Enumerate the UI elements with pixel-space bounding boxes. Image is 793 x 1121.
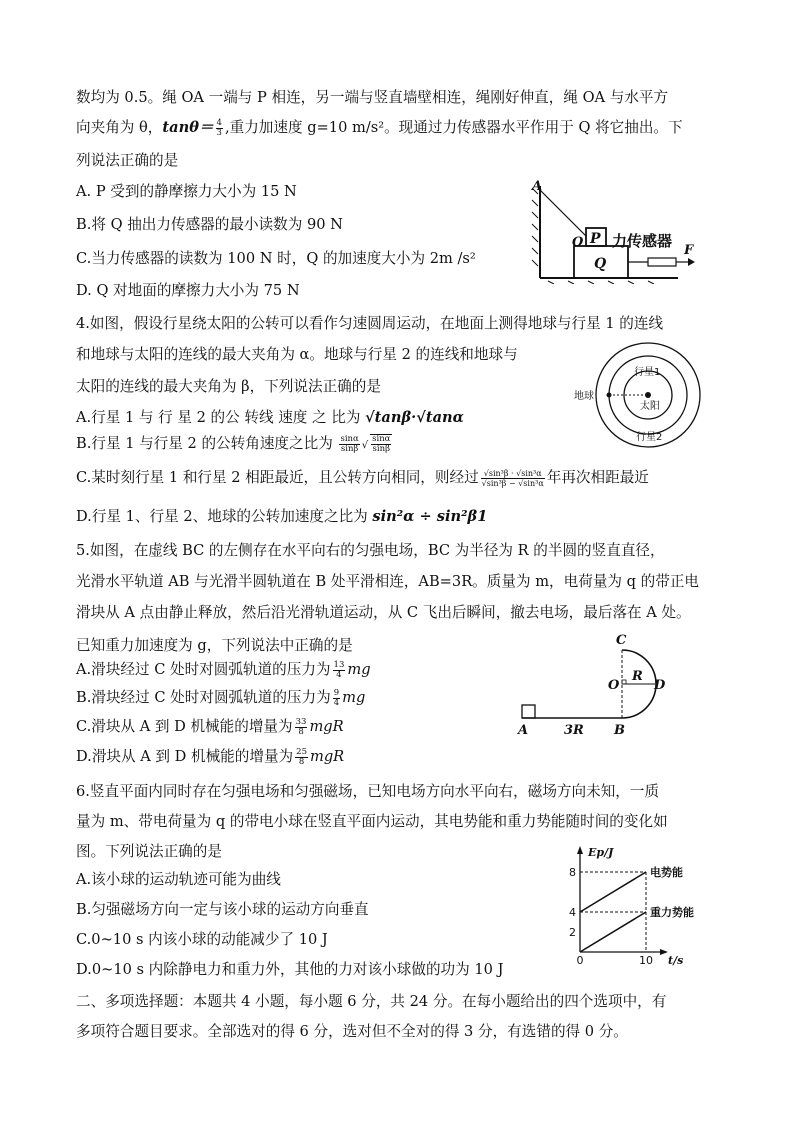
q4b-den: sinβ	[340, 443, 359, 454]
q3-line2-a: 向夹角为 θ，	[76, 119, 163, 136]
tan-label: tanθ＝	[162, 119, 214, 136]
fig-label-o: O	[572, 235, 584, 250]
q4-option-c-frac	[481, 469, 545, 488]
chart-layer	[569, 865, 694, 966]
y-axis-label: Ep/J	[588, 846, 614, 859]
planet1-label: 行星1	[634, 367, 661, 378]
slider-block	[522, 705, 535, 718]
series-label-0: 电势能	[650, 866, 683, 879]
series-label-1: 重力势能	[650, 906, 694, 919]
q5-option-a	[76, 660, 371, 680]
fig-label-p: P	[590, 231, 601, 247]
q4c-num: √sin³β · √sin³α	[481, 469, 545, 479]
q6-line1: 6.竖直平面内同时存在匀强电场和匀强磁场，已知电场方向水平向右，磁场方向未知，一质	[76, 783, 660, 800]
earth-label: 地球	[574, 391, 594, 402]
q3-option-d: D. Q 对地面的摩擦力大小为 75 N	[76, 282, 300, 299]
q5-option-b-text: B.滑块经过 C 处时对圆弧轨道的压力为	[76, 689, 331, 706]
x-tick-label-10: 10	[639, 954, 653, 966]
q3-option-a: A. P 受到的静摩擦力大小为 15 N	[76, 183, 297, 200]
q5b-tail: mg	[342, 689, 366, 706]
q4-option-a	[76, 408, 464, 428]
q4b-num: sinα	[340, 433, 359, 444]
q5c-den: 8	[298, 726, 304, 737]
q5-option-c	[76, 717, 344, 737]
q5-line3: 滑块从 A 点由静止释放，然后沿光滑轨道运动，从 C 飞出后瞬间，撤去电场，最后落在 A 处。	[76, 604, 691, 621]
sun-label: 太阳	[640, 401, 660, 412]
x-tick-label-0: 0	[576, 954, 584, 966]
q3-option-c: C.当力传感器的读数为 100 N 时，Q 的加速度大小为 2m /s²	[76, 250, 476, 267]
fig-label-o5: O	[608, 678, 620, 693]
force-arrow-icon	[688, 258, 695, 266]
q4-line1: 4.如图，假设行星绕太阳的公转可以看作匀速圆周运动，在地面上测得地球与行星 1 的连线	[76, 315, 664, 332]
x-axis-arrow-icon	[660, 949, 668, 955]
planet2-label: 行星2	[636, 432, 663, 443]
q3-line3: 列说法正确的是	[76, 152, 179, 169]
q5-line1: 5.如图，在虚线 BC 的左侧存在水平向右的匀强电场，BC 为半径为 R 的半圆的竖直直径，	[76, 542, 665, 559]
q5d-num: 25	[296, 746, 307, 757]
q6-option-c: C.0~10 s 内该小球的动能减少了 10 J	[76, 931, 328, 948]
q5d-tail: mgR	[309, 748, 345, 765]
tan-den: 3	[216, 127, 222, 138]
fig-label-q: Q	[594, 256, 607, 272]
q5-figure	[512, 628, 702, 740]
q5b-num: 9	[333, 687, 340, 698]
q4-orbit-figure	[572, 340, 702, 450]
q5-option-d-text: D.滑块从 A 到 D 机械能的增量为	[76, 748, 294, 765]
q3-figure	[528, 178, 698, 284]
q4b-rnum: sinα	[372, 434, 391, 444]
q5-option-d	[76, 747, 344, 767]
x-axis-label: t/s	[668, 954, 684, 966]
q4-option-b-text: B.行星 1 与行星 2 的公转角速度之比为	[76, 435, 333, 452]
q5-line2: 光滑水平轨道 AB 与光滑半圆轨道在 B 处平滑相连，AB=3R。质量为 m，电荷量为 q 的带正电	[76, 573, 700, 590]
q5-option-c-text: C.滑块从 A 到 D 机械能的增量为	[76, 718, 293, 735]
y-tick-label-8: 8	[569, 866, 576, 879]
fig-label-f: F	[684, 243, 694, 258]
y-tick-label-4: 4	[569, 906, 576, 919]
q5-option-b	[76, 688, 365, 708]
q4-option-b-root	[370, 434, 392, 454]
q5-line4: 已知重力加速度为 g，下列说法中正确的是	[76, 637, 353, 654]
q5a-num: 13	[333, 659, 345, 670]
tan-fraction	[216, 119, 223, 138]
q4-option-c-tail: 年再次相距最近	[546, 469, 649, 486]
tan-num: 4	[216, 117, 222, 128]
q5d-den: 8	[298, 756, 305, 767]
q4b-rden: sinβ	[372, 444, 391, 454]
q3-option-b: B.将 Q 抽出力传感器的最小读数为 90 N	[76, 216, 343, 233]
fig-label-d: D	[654, 678, 666, 693]
q5d-frac	[295, 748, 308, 767]
fig-label-b: B	[614, 723, 625, 738]
q5c-frac	[295, 718, 308, 737]
q6-line2: 量为 m、带电荷量为 q 的带电小球在竖直平面内运动，其电势能和重力势能随时间的变化如	[76, 813, 668, 830]
q3-line2-b: ,重力加速度 g=10 m/s²。现通过力传感器水平作用于 Q 将它抽出。下	[224, 119, 683, 136]
q5a-frac	[333, 661, 346, 680]
q4-option-b: B.行星 1 与行星 2 的公转角速度之比为 $\frac{\sin\alpha}{\sin\beta}$ √ $\frac{\sin\alpha}{\sin\beta}$	[76, 433, 391, 454]
q4-option-c-text: C.某时刻行星 1 和行星 2 相距最近，且公转方向相同，则经过	[76, 469, 479, 486]
q5b-den: 4	[333, 697, 340, 708]
q4-option-b-frac	[339, 435, 359, 454]
section2-line1: 二、多项选择题：本题共 4 小题，每小题 6 分，共 24 分。在每小题给出的四个选项中，有	[76, 993, 667, 1010]
q4c-den: √sin³β − √sin³α	[481, 478, 544, 488]
q4-option-d-expr: sin²α ÷ sin²β1	[372, 508, 488, 525]
y-tick-label-2: 2	[569, 926, 576, 939]
fig-label-3r: 3R	[564, 723, 584, 738]
q4-option-d-text: D.行星 1、行星 2、地球的公转加速度之比为	[76, 508, 368, 525]
fig-label-r: R	[632, 669, 643, 684]
q4-option-c	[76, 468, 649, 488]
q3-line2	[76, 118, 683, 138]
y-axis-arrow-icon	[577, 846, 583, 854]
q4-option-a-expr: √tanβ·√tanα	[365, 409, 464, 426]
q5c-num: 33	[295, 716, 307, 727]
fig-label-c: C	[616, 633, 627, 648]
sensor-label: 力传感器	[612, 232, 673, 250]
q4-option-a-text: A.行星 1 与 行 星 2 的公 转线 速度 之 比为	[76, 409, 361, 426]
q6-option-b: B.匀强磁场方向一定与该小球的运动方向垂直	[76, 901, 369, 918]
series-line-1	[580, 912, 646, 952]
q4-option-d	[76, 507, 487, 527]
q5-option-a-text: A.滑块经过 C 处时对圆弧轨道的压力为	[76, 661, 331, 678]
q4-line2: 和地球与太阳的连线的最大夹角为 α。地球与行星 2 的连线和地球与	[76, 346, 518, 363]
q6-option-d: D.0~10 s 内除静电力和重力外，其他的力对该小球做的功为 10 J	[76, 961, 504, 978]
q6-energy-chart	[562, 842, 702, 966]
series-line-0	[580, 872, 646, 912]
q6-line3: 图。下列说法正确的是	[76, 843, 222, 860]
fig-label-a5: A	[518, 723, 529, 738]
q6-option-a: A.该小球的运动轨迹可能为曲线	[76, 871, 281, 888]
section2-line2: 多项符合题目要求。全部选对的得 6 分，选对但不全对的得 3 分，有选错的得 0 分。	[76, 1023, 628, 1040]
q3-line1: 数均为 0.5。绳 OA 一端与 P 相连，另一端与竖直墙壁相连，绳刚好伸直，绳 OA 与水平方	[76, 89, 669, 106]
q5a-den: 4	[336, 669, 342, 680]
q5b-frac	[333, 689, 340, 708]
fig-label-a: A	[532, 179, 543, 194]
q4-line3: 太阳的连线的最大夹角为 β，下列说法正确的是	[76, 378, 381, 395]
q5a-tail: mg	[347, 661, 371, 678]
q5c-tail: mgR	[309, 718, 344, 735]
